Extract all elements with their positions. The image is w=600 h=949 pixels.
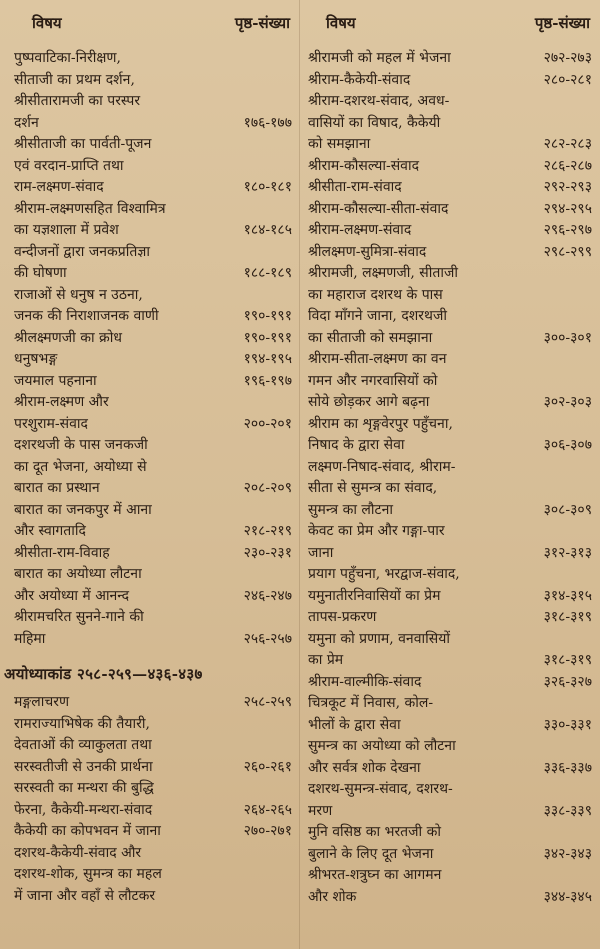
entry-title: सरस्वती का मन्थरा की बुद्धि फेरना, कैकेयी-मन्थरा-संवाद: [14, 780, 154, 818]
entry-title: मुनि वसिष्ठ का भरतजी को बुलाने के लिए दूत भेजना: [308, 824, 442, 862]
entry-page-range: ३३६-३३७: [543, 759, 592, 776]
entry-title: कैकेयी का कोपभवन में जाना: [14, 823, 161, 839]
entry-title: लक्ष्मण-निषाद-संवाद, श्रीराम- सीता से सुमन्त्र का संवाद, सुमन्त्र का लौटना: [308, 458, 456, 518]
subject-heading: विषय: [326, 14, 356, 32]
entry-title: श्रीरामजी, लक्ष्मणजी, सीताजी का महाराज दशरथ के पास विदा माँगने जाना, दशरथजी का सीताजी को समझाना: [308, 265, 459, 346]
entry-page-range: २८०-२८१: [543, 71, 592, 88]
left-column: [4, 8, 292, 907]
entry-title: श्रीराम-कौसल्या-सीता-संवाद: [308, 200, 449, 217]
page-number-heading: पृष्ठ-संख्या: [534, 14, 590, 32]
toc-entry: [14, 48, 292, 134]
entry-title: पुष्पवाटिका-निरीक्षण, सीताजी का प्रथम दर्शन, श्रीसीतारामजी का परस्पर दर्शन: [14, 50, 141, 131]
toc-entry: [308, 242, 592, 264]
entry-title: दशरथ-सुमन्त्र-संवाद, दशरथ- मरण: [308, 781, 453, 819]
entry-page-range: ३१४-३१५: [543, 587, 592, 604]
entry-page-range: ३००-३०१: [543, 329, 592, 346]
entry-page-range: १८८-१८९: [243, 265, 292, 281]
toc-entry: [308, 220, 592, 242]
toc-entry: [14, 328, 292, 350]
entry-title: चित्रकूट में निवास, कोल- भीलों के द्वारा सेवा: [308, 695, 434, 733]
entry-page-range: २७०-२७१: [243, 823, 292, 839]
toc-entry: [14, 564, 292, 607]
entry-title: श्रीराम-दशरथ-संवाद, अवध- वासियों का विषाद, कैकेयी को समझाना: [308, 93, 450, 152]
entry-page-range: २९४-२९५: [543, 200, 592, 217]
toc-entry: [14, 543, 292, 565]
toc-entry: [308, 177, 592, 199]
entry-page-range: २८६-२८७: [543, 157, 592, 174]
toc-entry: [308, 48, 592, 70]
entry-page-range: ३४४-३४५: [543, 888, 592, 905]
toc-entry: [308, 672, 592, 694]
entry-title: श्रीसीता-राम-विवाह: [14, 544, 110, 561]
entry-page-range: २६०-२६१: [243, 758, 292, 775]
entry-title: श्रीराम-कौसल्या-संवाद: [308, 157, 420, 174]
entry-title: वन्दीजनों द्वारा जनकप्रतिज्ञा की घोषणा: [14, 243, 150, 281]
toc-entry: [308, 629, 592, 672]
entry-title: तापस-प्रकरण: [308, 609, 377, 625]
entry-page-range: २५६-२५७: [243, 630, 292, 647]
entry-page-range: २००-२०१: [243, 415, 292, 432]
left-column-header: [14, 8, 292, 38]
entry-title: दशरथजी के पास जनकजी का दूत भेजना, अयोध्या से बारात का प्रस्थान: [14, 437, 148, 496]
toc-entry: [14, 692, 292, 714]
toc-entry: [308, 693, 592, 736]
toc-entry: [308, 521, 592, 564]
toc-entry: [308, 414, 592, 457]
toc-entry: [14, 134, 292, 199]
right-entry-list: [308, 48, 592, 908]
left-entry-list: [14, 48, 292, 650]
right-column-header: [308, 8, 592, 38]
entry-title: श्रीराम-लक्ष्मणसहित विश्वामित्र का यज्ञशाला में प्रवेश: [14, 200, 166, 238]
toc-entry: [14, 435, 292, 500]
entry-page-range: १९६-१९७: [243, 372, 292, 389]
toc-entry: [14, 821, 292, 843]
entry-page-range: ३१२-३१३: [543, 544, 592, 561]
entry-page-range: २९२-२९३: [543, 179, 592, 195]
toc-entry: [14, 843, 292, 908]
entry-title: श्रीराम का शृङ्गवेरपुर पहुँचना, निषाद के द्वारा सेवा: [308, 415, 453, 453]
entry-page-range: १८०-१८१: [243, 179, 292, 195]
toc-entry: [308, 779, 592, 822]
entry-title: बारात का अयोध्या लौटना और अयोध्या में आनन्द: [14, 566, 142, 604]
entry-title: श्रीरामचरित सुनने-गाने की महिमा: [14, 609, 144, 647]
toc-entry: [14, 199, 292, 242]
toc-entry: [308, 70, 592, 92]
entry-title: श्रीसीता-राम-संवाद: [308, 179, 402, 195]
ayodhya-entry-list: [14, 692, 292, 907]
entry-page-range: १७६-१७७: [243, 114, 292, 131]
entry-page-range: २७२-२७३: [543, 50, 592, 66]
entry-title: केवट का प्रेम और गङ्गा-पार जाना: [308, 523, 445, 561]
toc-entry: [14, 371, 292, 393]
entry-title: श्रीराम-वाल्मीकि-संवाद: [308, 673, 422, 690]
entry-page-range: १९४-१९५: [243, 351, 292, 367]
toc-entry: [308, 564, 592, 607]
column-divider: [299, 0, 300, 949]
toc-entry: [308, 349, 592, 414]
entry-title: श्रीराम-कैकेयी-संवाद: [308, 71, 411, 88]
toc-entry: [14, 778, 292, 821]
entry-title: श्रीराम-लक्ष्मण-संवाद: [308, 222, 412, 238]
entry-page-range: २९८-२९९: [543, 243, 592, 260]
toc-entry: [308, 822, 592, 865]
entry-page-range: १९०-१९१: [243, 329, 292, 346]
toc-entry: [14, 607, 292, 650]
toc-entry: [308, 91, 592, 156]
toc-entry: [14, 714, 292, 779]
toc-entry: [14, 500, 292, 543]
entry-title: श्रीराम-लक्ष्मण और परशुराम-संवाद: [14, 394, 109, 432]
entry-title: यमुना को प्रणाम, वनवासियों का प्रेम: [308, 630, 450, 668]
entry-page-range: २१८-२१९: [243, 523, 292, 539]
toc-entry: [308, 199, 592, 221]
entry-title: श्रीलक्ष्मणजी का क्रोध: [14, 329, 123, 346]
entry-title: सुमन्त्र का अयोध्या को लौटना और सर्वत्र शोक देखना: [308, 738, 456, 776]
entry-title: श्रीराम-सीता-लक्ष्मण का वन गमन और नगरवासियों को सोये छोड़कर आगे बढ़ना: [308, 351, 447, 410]
entry-title: राजाओं से धनुष न उठना, जनक की निराशाजनक वाणी: [14, 286, 159, 324]
entry-title: प्रयाग पहुँचना, भरद्वाज-संवाद, यमुनातीरनिवासियों का प्रेम: [308, 566, 460, 604]
toc-entry: [308, 457, 592, 522]
entry-title: रामराज्याभिषेक की तैयारी, देवताओं की व्याकुलता तथा सरस्वतीजी से उनकी प्रार्थना: [14, 715, 153, 775]
toc-entry: [14, 242, 292, 285]
entry-page-range: ३१८-३१९: [543, 609, 592, 625]
entry-page-range: ३१८-३१९: [543, 652, 592, 668]
entry-page-range: ३०६-३०७: [543, 437, 592, 453]
entry-title: मङ्गलाचरण: [14, 694, 70, 710]
toc-entry: [308, 607, 592, 629]
entry-page-range: १८४-१८५: [243, 222, 292, 238]
entry-title: श्रीसीताजी का पार्वती-पूजन एवं वरदान-प्राप्ति तथा राम-लक्ष्मण-संवाद: [14, 136, 152, 195]
entry-page-range: २३०-२३१: [243, 544, 292, 561]
toc-entry: [14, 392, 292, 435]
right-column: [308, 8, 592, 908]
toc-entry: [308, 263, 592, 349]
entry-page-range: २८२-२८३: [543, 136, 592, 152]
entry-page-range: २४६-२४७: [243, 587, 292, 604]
entry-page-range: ३०८-३०९: [543, 501, 592, 518]
toc-entry: [14, 285, 292, 328]
toc-entry: [308, 865, 592, 908]
entry-page-range: २९६-२९७: [543, 222, 592, 238]
entry-page-range: २०८-२०९: [243, 480, 292, 496]
entry-page-range: २६४-२६५: [243, 801, 292, 818]
page-number-heading: पृष्ठ-संख्या: [234, 14, 290, 32]
entry-title: श्रीरामजी को महल में भेजना: [308, 50, 451, 66]
toc-entry: [308, 736, 592, 779]
subject-heading: विषय: [32, 14, 62, 32]
entry-title: श्रीलक्ष्मण-सुमित्रा-संवाद: [308, 243, 427, 260]
entry-title: बारात का जनकपुर में आना और स्वागतादि: [14, 501, 152, 539]
section-heading: अयोध्याकांड २५८-२५९—४३६-४३७: [4, 665, 203, 683]
entry-page-range: ३३८-३३९: [543, 802, 592, 819]
entry-title: दशरथ-कैकेयी-संवाद और दशरथ-शोक, सुमन्त्र का महल में जाना और वहाँ से लौटकर: [14, 844, 162, 904]
toc-entry: [308, 156, 592, 178]
entry-page-range: २५८-२५९: [243, 694, 292, 710]
entry-title: श्रीभरत-शत्रुघ्न का आगमन और शोक: [308, 867, 442, 905]
entry-page-range: ३४२-३४३: [543, 845, 592, 862]
entry-title: धनुषभङ्ग: [14, 351, 58, 367]
entry-page-range: ३०२-३०३: [543, 394, 592, 410]
entry-page-range: ३२६-३२७: [543, 673, 592, 690]
toc-entry: [14, 349, 292, 371]
entry-title: जयमाल पहनाना: [14, 372, 97, 389]
entry-page-range: १९०-१९१: [243, 308, 292, 324]
entry-page-range: ३३०-३३१: [543, 716, 592, 733]
